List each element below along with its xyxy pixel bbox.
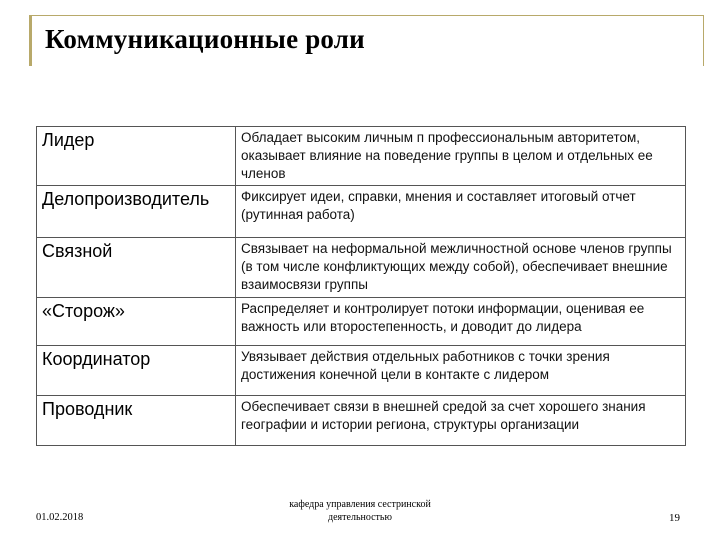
role-description: Обеспечивает связи в внешней средой за счет хорошего знания географии и истории региона, структуры организации bbox=[236, 396, 686, 446]
role-description: Связывает на неформальной межличностной основе членов группы (в том числе конфликтующих между собой), обеспечивает внешние взаимосвязи группы bbox=[236, 238, 686, 298]
table-row bbox=[37, 346, 686, 396]
role-name: Делопроизводитель bbox=[37, 186, 236, 238]
role-description: Распределяет и контролирует потоки информации, оценивая ее важность или второстепенность, и доводит до лидера bbox=[236, 298, 686, 346]
footer-department: кафедра управления сестринской деятельностью bbox=[289, 499, 431, 523]
page-number: 19 bbox=[669, 512, 680, 524]
table-row bbox=[37, 396, 686, 446]
role-description: Увязывает действия отдельных работников с точки зрения достижения конечной цели в контакте с лидером bbox=[236, 346, 686, 396]
role-name: Координатор bbox=[37, 346, 236, 396]
roles-table bbox=[36, 126, 686, 446]
table-row bbox=[37, 298, 686, 346]
role-name: Лидер bbox=[37, 127, 236, 186]
role-description: Фиксирует идеи, справки, мнения и составляет итоговый отчет (рутинная работа) bbox=[236, 186, 686, 238]
role-name: Проводник bbox=[37, 396, 236, 446]
table-row bbox=[37, 127, 686, 186]
table-row bbox=[37, 238, 686, 298]
role-name: Связной bbox=[37, 238, 236, 298]
table-row bbox=[37, 186, 686, 238]
role-name: «Сторож» bbox=[37, 298, 236, 346]
footer-date: 01.02.2018 bbox=[36, 512, 84, 523]
role-description: Обладает высоким личным п профессиональным авторитетом, оказывает влияние на поведение группы в целом и отдельных ее членов bbox=[236, 127, 686, 186]
slide-title: Коммуникационные роли bbox=[45, 24, 365, 54]
